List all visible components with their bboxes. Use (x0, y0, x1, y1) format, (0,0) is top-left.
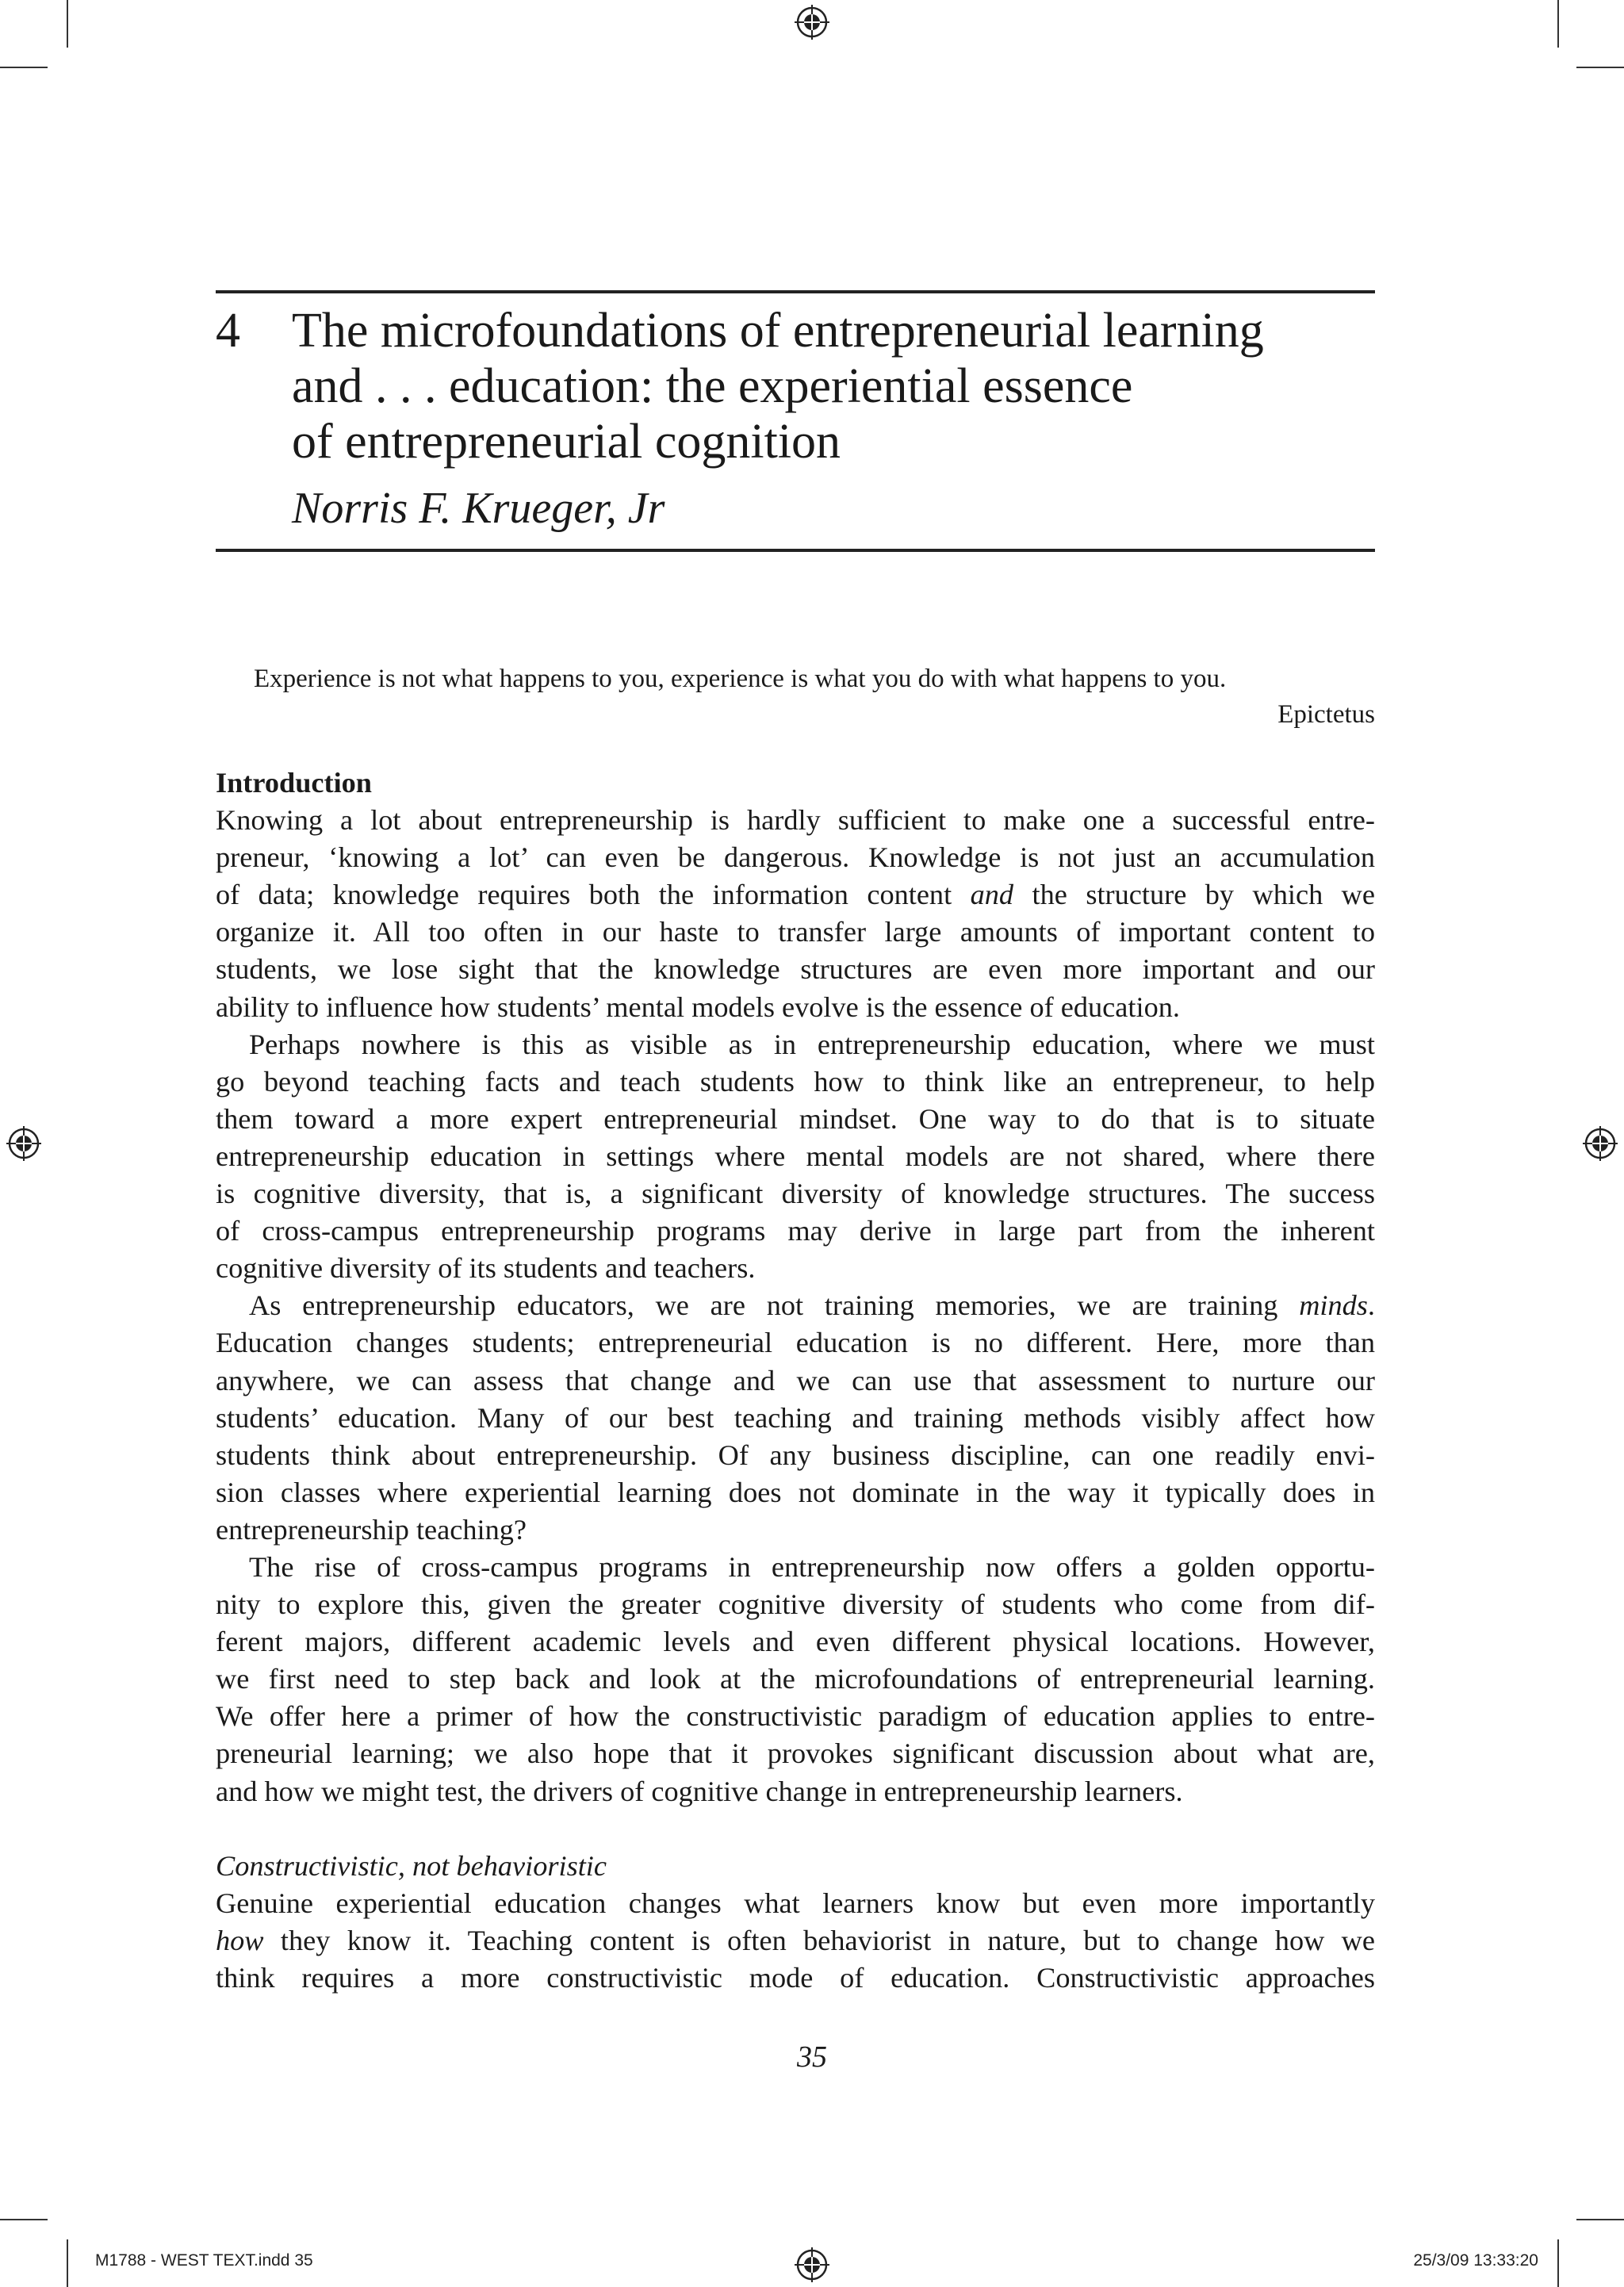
epigraph (254, 661, 1375, 733)
text-line: ferent majors, different academic levels and even different physical locations. However, (216, 1626, 1375, 1658)
registration-mark-icon (1583, 1126, 1618, 1161)
text-line: Genuine experiential education changes what learners know but even more importantly (216, 1887, 1375, 1919)
text-line: is cognitive diversity, that is, a significant diversity of knowledge structures. The success (216, 1178, 1375, 1210)
emphasis: minds (1299, 1289, 1368, 1322)
paragraph (216, 1287, 1375, 1549)
text-line: of cross-campus entrepreneurship programs may derive in large part from the inherent (216, 1215, 1375, 1247)
text-line: Perhaps nowhere is this as visible as in entrepreneurship education, where we must (249, 1028, 1375, 1060)
chapter-title-block (216, 290, 1375, 552)
text-line: students think about entrepreneurship. Of any business discipline, can one readily envi- (216, 1438, 1375, 1471)
text-run: they know it. Teaching content is often behaviorist in nature, but to change how we (263, 1924, 1375, 1956)
text-line: entrepreneurship teaching? (216, 1513, 527, 1546)
text-line: The rise of cross-campus programs in entrepreneurship now offers a golden opportu- (249, 1550, 1375, 1583)
text-line: cognitive diversity of its students and teachers. (216, 1252, 756, 1285)
text-line: them toward a more expert entrepreneurial mindset. One way to do that is to situate (216, 1102, 1375, 1135)
text-line (216, 1287, 1375, 1324)
text-line: entrepreneurship education in settings where mental models are not shared, where there (216, 1140, 1375, 1172)
text-run: of data; knowledge requires both the information content (216, 879, 971, 911)
text-line: we first need to step back and look at the microfoundations of entrepreneurial learning. (216, 1663, 1375, 1695)
text-run: the structure by which we (1013, 879, 1375, 911)
file-slug: M1788 - WEST TEXT.indd 35 (95, 2251, 313, 2270)
epigraph-quote: Experience is not what happens to you, experience is what you do with what happens to you. (254, 665, 1227, 693)
text-line: think requires a more constructivistic mode of education. Constructivistic approaches (216, 1961, 1375, 1994)
body-text (216, 764, 1375, 1997)
text-line (216, 1922, 1375, 1959)
text-line: preneur, ‘knowing a lot’ can even be dangerous. Knowledge is not just an accumulation (216, 841, 1375, 874)
text-line: nity to explore this, given the greater cognitive diversity of students who come from dif- (216, 1588, 1375, 1621)
paragraph (216, 1885, 1375, 1997)
emphasis: how (216, 1924, 264, 1956)
paragraph (216, 802, 1375, 1026)
text-line: Knowing a lot about entrepreneurship is hardly sufficient to make one a successful entre- (216, 804, 1375, 837)
text-line: ability to influence how students’ mental models evolve is the essence of education. (216, 990, 1180, 1023)
crop-mark (1557, 2239, 1559, 2287)
text-line: Education changes students; entrepreneurial education is no different. Here, more than (216, 1327, 1375, 1359)
crop-mark (67, 2239, 68, 2287)
chapter-title-line: of entrepreneurial cognition (292, 415, 841, 469)
registration-mark-icon (795, 2247, 829, 2282)
crop-mark (1557, 0, 1559, 48)
emphasis: and (970, 879, 1014, 911)
crop-mark (0, 2219, 48, 2220)
text-run: . (1367, 1289, 1375, 1322)
registration-mark-icon (6, 1126, 41, 1161)
registration-mark-icon (795, 5, 829, 40)
text-run: As entrepreneurship educators, we are not training memories, we are training (249, 1289, 1300, 1322)
crop-mark (67, 0, 68, 48)
text-line: We offer here a primer of how the constructivistic paradigm of education applies to entre- (216, 1700, 1375, 1733)
section-heading-introduction: Introduction (216, 767, 372, 799)
text-line: students, we lose sight that the knowledge structures are even more important and our (216, 953, 1375, 986)
chapter-number: 4 (216, 304, 240, 358)
text-line: preneurial learning; we also hope that it provokes significant discussion about what are, (216, 1737, 1375, 1770)
text-line (216, 876, 1375, 914)
text-line: sion classes where experiential learning does not dominate in the way it typically does in (216, 1476, 1375, 1508)
paragraph (216, 1549, 1375, 1810)
chapter-title (292, 300, 1375, 469)
text-line: students’ education. Many of our best teaching and training methods visibly affect how (216, 1401, 1375, 1434)
section-heading-constructivistic: Constructivistic, not behavioristic (216, 1849, 607, 1882)
text-line: go beyond teaching facts and teach students how to think like an entrepreneur, to help (216, 1065, 1375, 1098)
crop-mark (1576, 2219, 1624, 2220)
chapter-title-line: and . . . education: the experiential essence (292, 359, 1133, 413)
page-number: 35 (797, 2040, 827, 2074)
crop-mark (0, 67, 48, 68)
chapter-author: Norris F. Krueger, Jr (292, 484, 665, 533)
chapter-title-line: The microfoundations of entrepreneurial learning (292, 304, 1264, 358)
text-line: anywhere, we can assess that change and we can use that assessment to nurture our (216, 1364, 1375, 1396)
epigraph-attribution: Epictetus (1277, 700, 1375, 729)
text-line: and how we might test, the drivers of cognitive change in entrepreneurship learners. (216, 1775, 1183, 1807)
crop-mark (1576, 67, 1624, 68)
paragraph (216, 1026, 1375, 1288)
print-timestamp: 25/3/09 13:33:20 (1413, 2251, 1538, 2270)
text-line: organize it. All too often in our haste to transfer large amounts of important content to (216, 916, 1375, 948)
